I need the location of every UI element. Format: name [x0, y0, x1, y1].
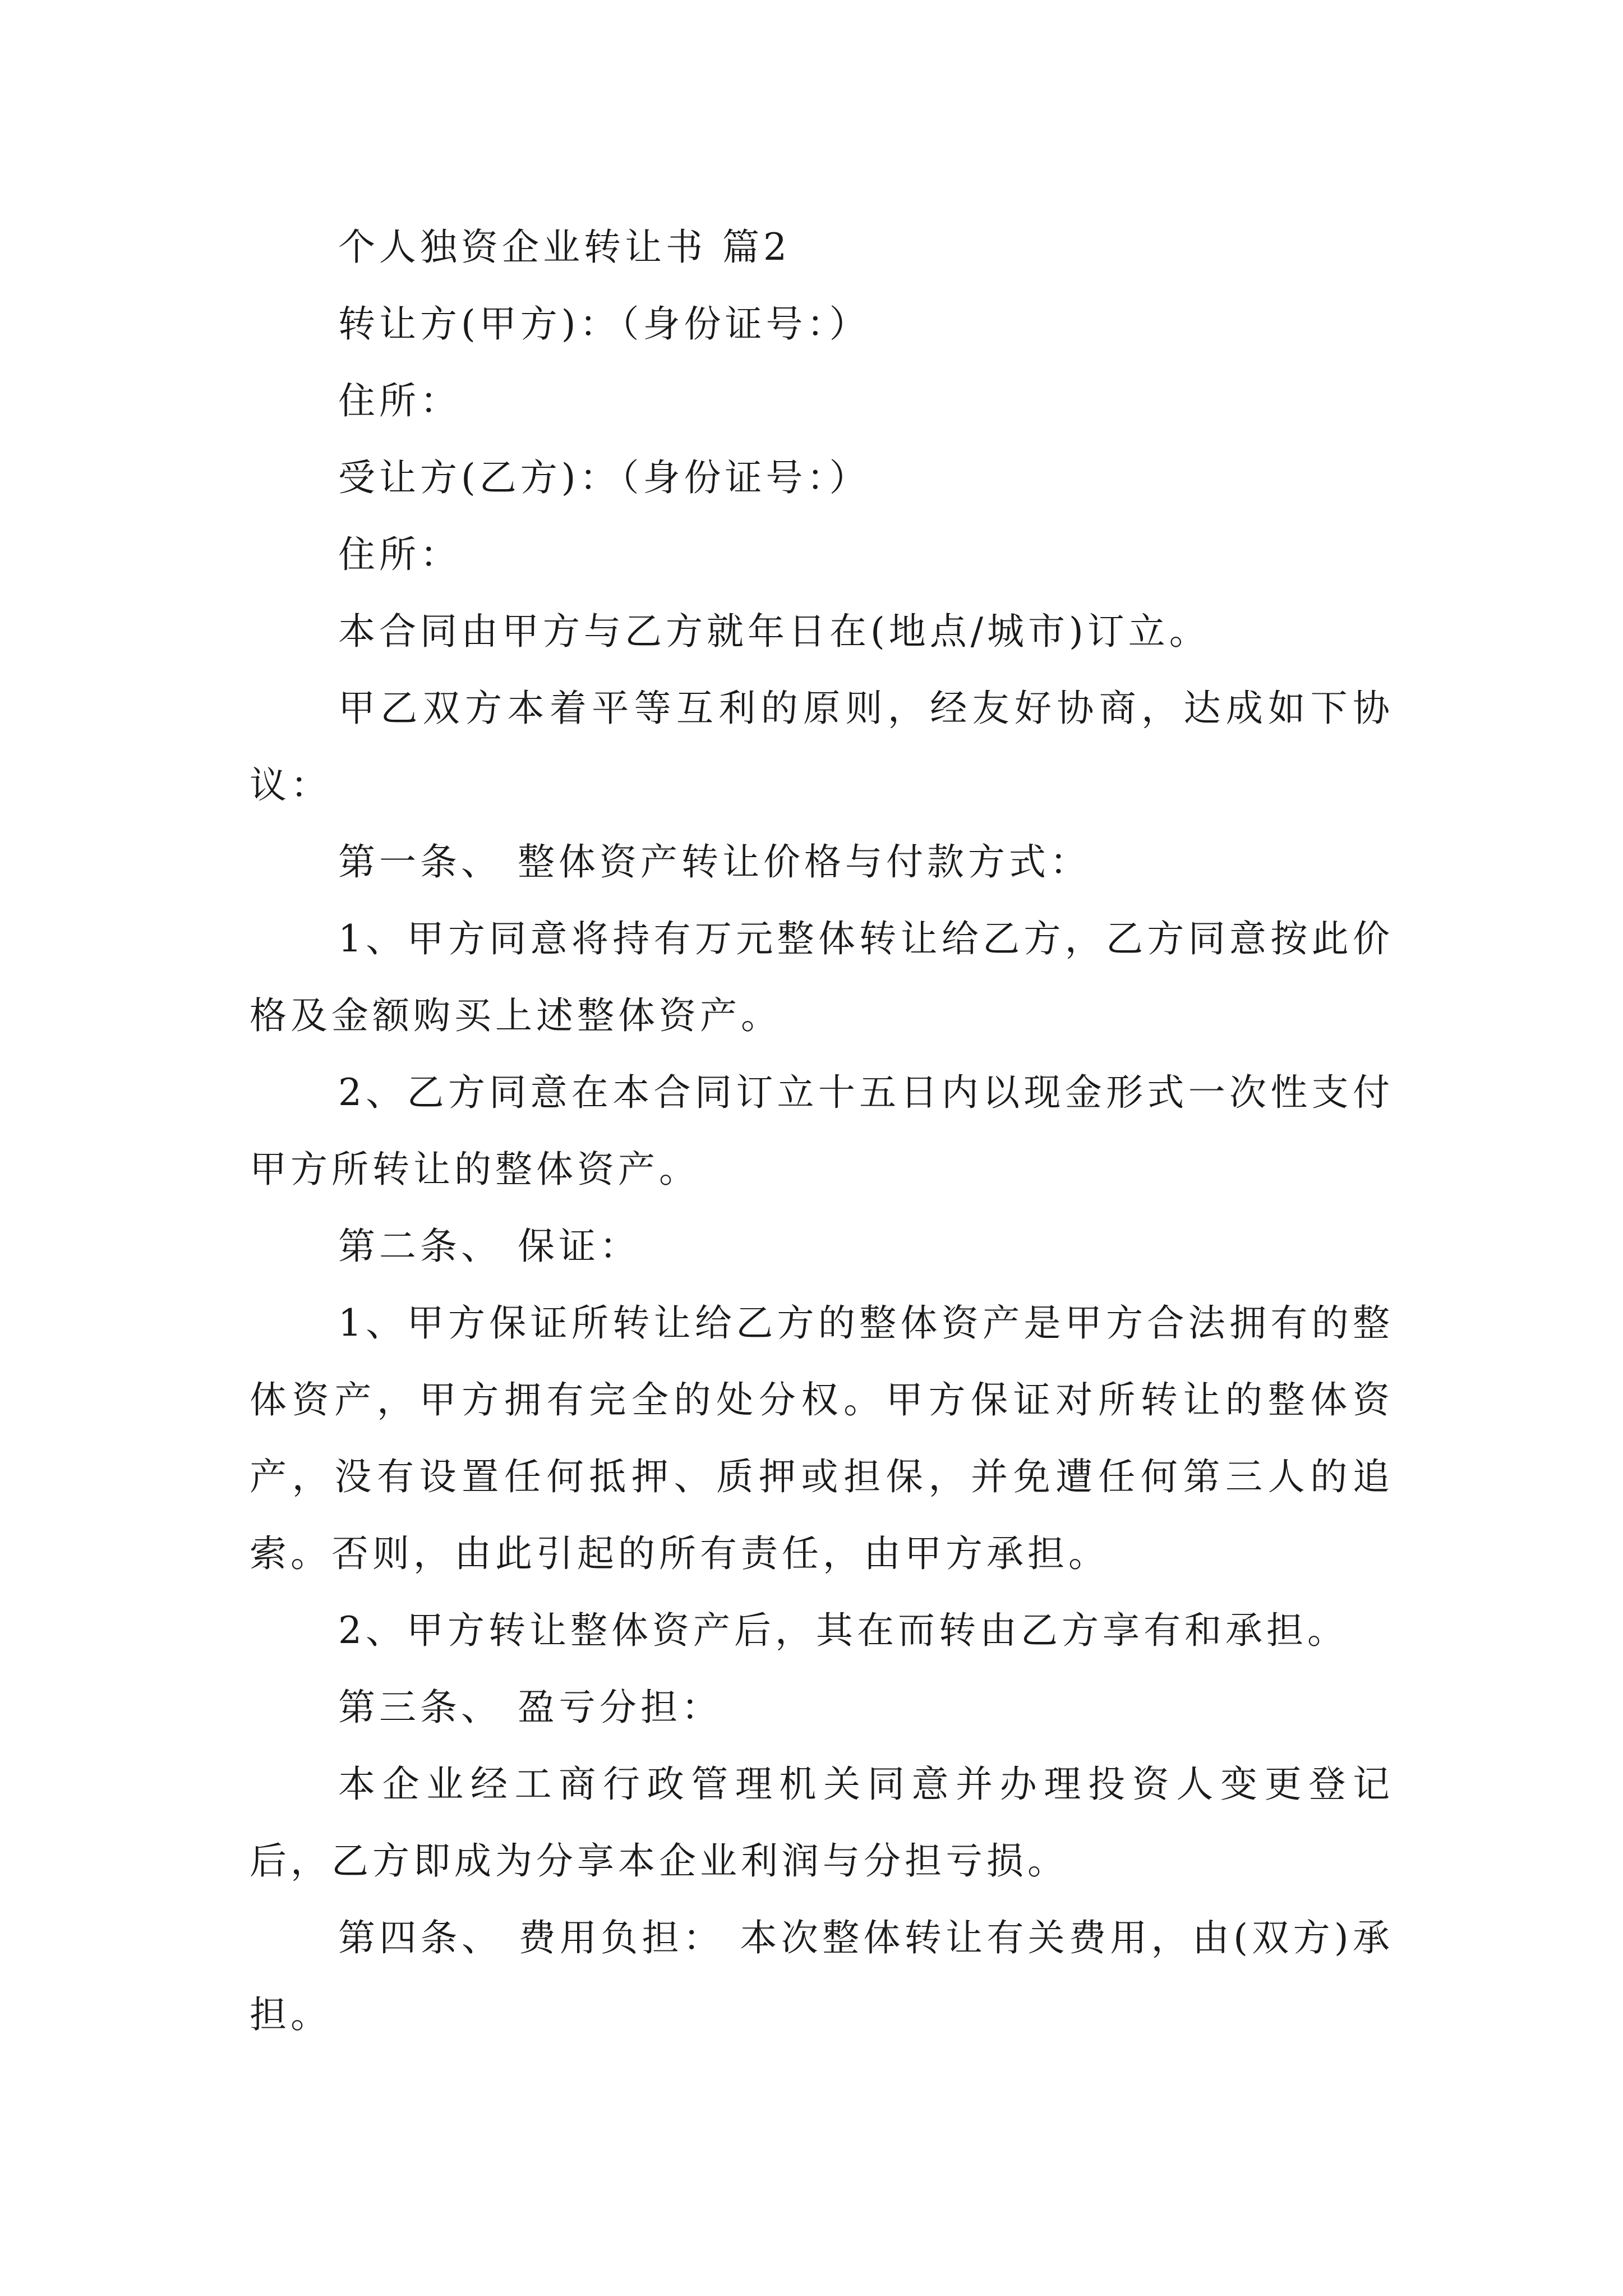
transferee-line: 受让方(乙方)：（身份证号：）	[338, 456, 870, 499]
article-3-clause: 本企业经工商行政管理机关同意并办理投资人变更登记后，乙方即成为分享本企业利润与分担亏损。	[250, 1763, 1394, 1883]
article-2-heading: 第二条、 保证：	[338, 1225, 640, 1268]
article-2-clause-2: 2、甲方转让整体资产后，其在而转由乙方享有和承担。	[338, 1609, 1348, 1652]
article-1-heading: 第一条、 整体资产转让价格与付款方式：	[338, 840, 1091, 884]
agreement-intro-paragraph: 甲乙双方本着平等互利的原则，经友好协商，达成如下协议：	[250, 687, 1394, 807]
article-3-heading: 第三条、 盈亏分担：	[338, 1686, 722, 1729]
document-body	[250, 209, 1394, 2053]
contract-place-paragraph: 本合同由甲方与乙方就年日在(地点/城市)订立。	[338, 610, 1210, 653]
document-title: 个人独资企业转让书 篇2	[338, 226, 791, 269]
article-4-paragraph: 第四条、 费用负担： 本次整体转让有关费用，由(双方)承担。	[250, 1916, 1394, 2036]
article-1-clause-1: 1、甲方同意将持有万元整体转让给乙方，乙方同意按此价格及金额购买上述整体资产。	[250, 917, 1394, 1037]
transferor-address-line: 住所：	[338, 379, 461, 422]
transferor-line: 转让方(甲方)：（身份证号：）	[338, 302, 870, 346]
transferee-address-line: 住所：	[338, 533, 461, 576]
article-1-clause-2: 2、乙方同意在本合同订立十五日内以现金形式一次性支付甲方所转让的整体资产。	[250, 1071, 1394, 1191]
article-2-clause-1: 1、甲方保证所转让给乙方的整体资产是甲方合法拥有的整体资产，甲方拥有完全的处分权。甲方保证对所转让的整体资产，没有设置任何抵押、质押或担保，并免遭任何第三人的追索。否则，由此引起的所有责任，由甲方承担。	[250, 1301, 1394, 1575]
